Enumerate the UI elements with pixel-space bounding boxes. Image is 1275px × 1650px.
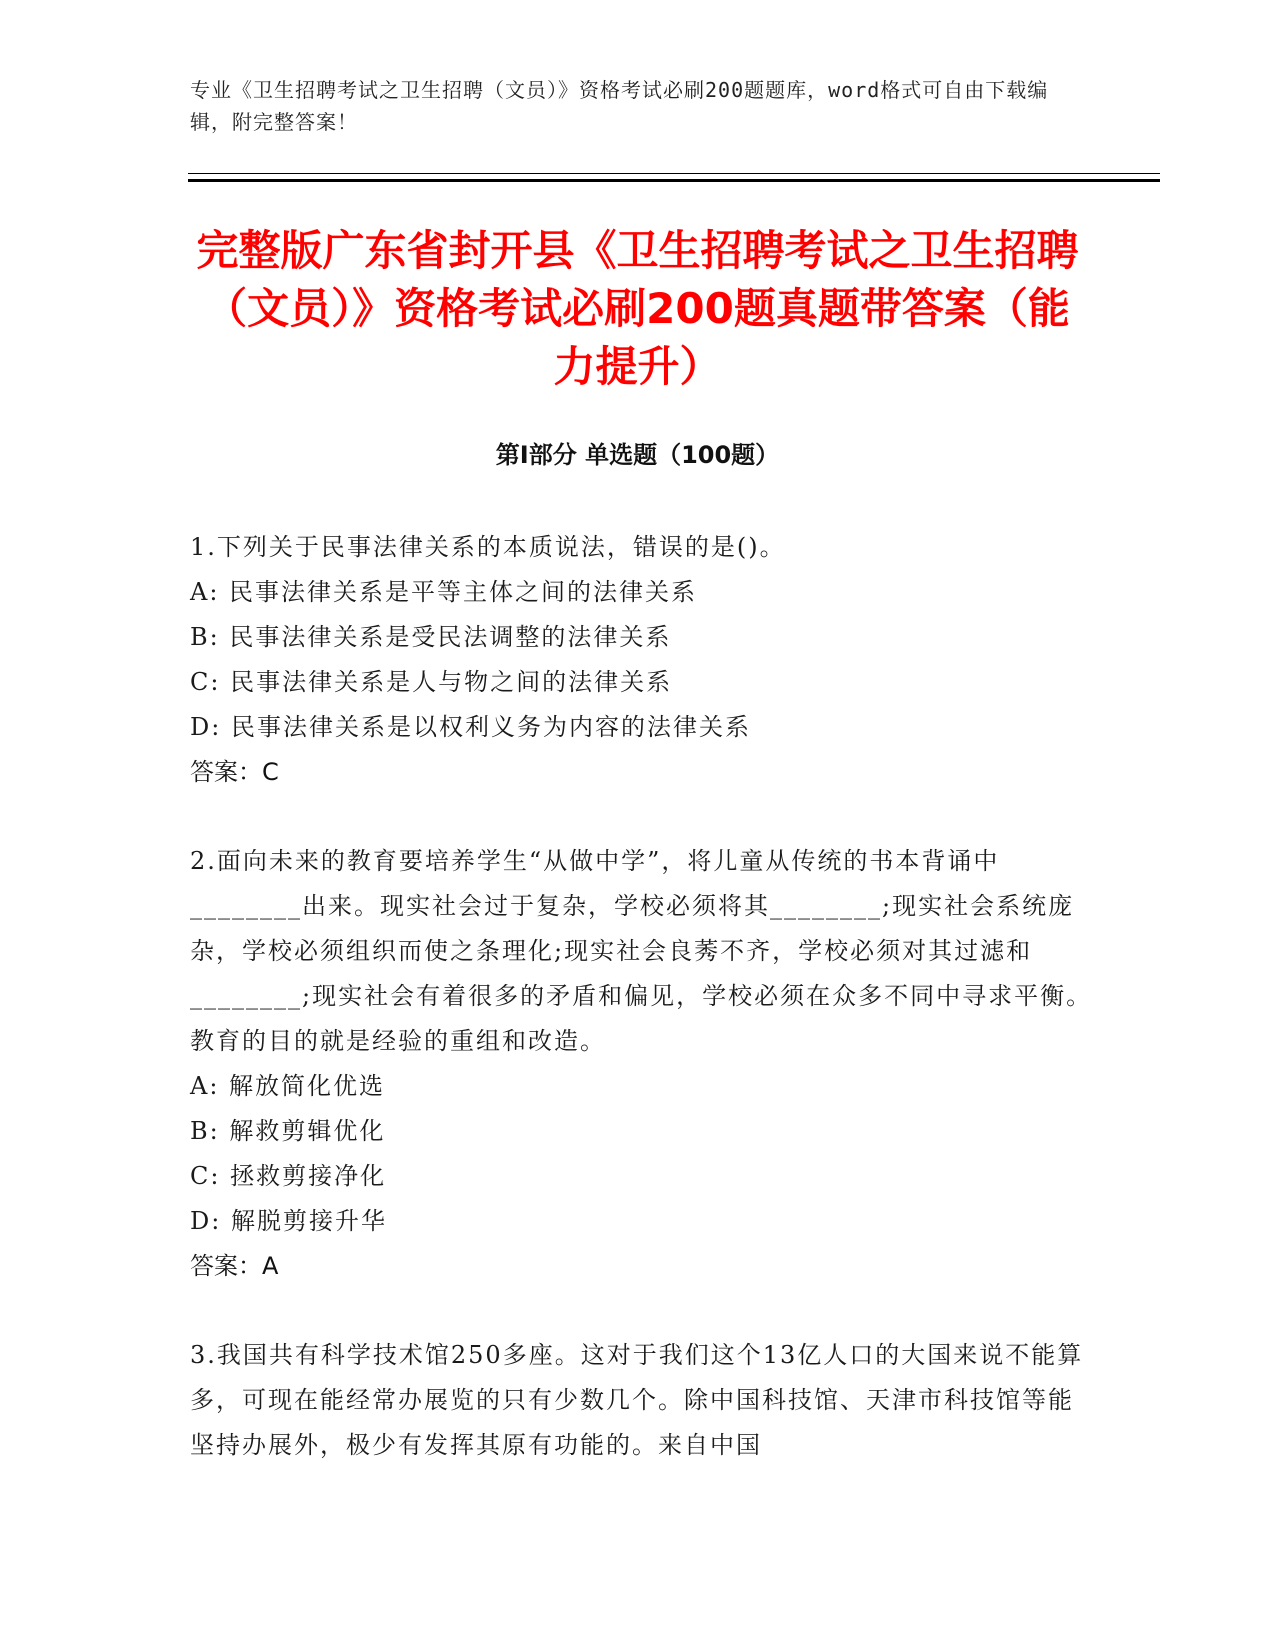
header-divider-thick bbox=[188, 179, 1160, 182]
question-2 bbox=[190, 839, 1095, 1289]
option-c: C: 民事法律关系是人与物之间的法律关系 bbox=[190, 668, 673, 696]
question-3 bbox=[190, 1333, 1095, 1468]
question-stem: 3.我国共有科学技术馆250多座。这对于我们这个13亿人口的大国来说不能算多，可现在能经常办展览的只有少数几个。除中国科技馆、天津市科技馆等能坚持办展外，极少有发挥其原有功能的。来自中国 bbox=[190, 1341, 1084, 1459]
answer: 答案：C bbox=[190, 758, 279, 786]
question-list bbox=[190, 525, 1095, 1512]
option-d: D: 民事法律关系是以权利义务为内容的法律关系 bbox=[190, 713, 751, 741]
option-a: A: 民事法律关系是平等主体之间的法律关系 bbox=[190, 578, 698, 606]
option-a: A: 解放简化优选 bbox=[190, 1072, 386, 1100]
option-b: B: 民事法律关系是受民法调整的法律关系 bbox=[190, 623, 672, 651]
question-stem: 2.面向未来的教育要培养学生“从做中学”，将儿童从传统的书本背诵中________出来。现实社会过于复杂，学校必须将其________;现实社会系统庞杂，学校必须组织而使之条理化;现实社会良莠不齐，学校必须对其过滤和________;现实社会有着很多的矛盾和偏见，学校必须在众多不同中寻求平衡。教育的目的就是经验的重组和改造。 bbox=[190, 847, 1093, 1055]
section-title: 第Ⅰ部分 单选题（100题） bbox=[495, 441, 780, 469]
header-divider-thin bbox=[188, 173, 1160, 174]
document-title: 完整版广东省封开县《卫生招聘考试之卫生招聘（文员）》资格考试必刷200题真题带答案（能力提升） bbox=[196, 226, 1079, 391]
answer: 答案：A bbox=[190, 1252, 279, 1280]
question-1 bbox=[190, 525, 1095, 795]
question-stem: 1.下列关于民事法律关系的本质说法，错误的是()。 bbox=[190, 533, 786, 561]
header-note: 专业《卫生招聘考试之卫生招聘（文员）》资格考试必刷200题题库，word格式可自由下载编辑，附完整答案！ bbox=[190, 78, 1049, 134]
option-d: D: 解脱剪接升华 bbox=[190, 1207, 387, 1235]
option-c: C: 拯救剪接净化 bbox=[190, 1162, 387, 1190]
option-b: B: 解救剪辑优化 bbox=[190, 1117, 386, 1145]
